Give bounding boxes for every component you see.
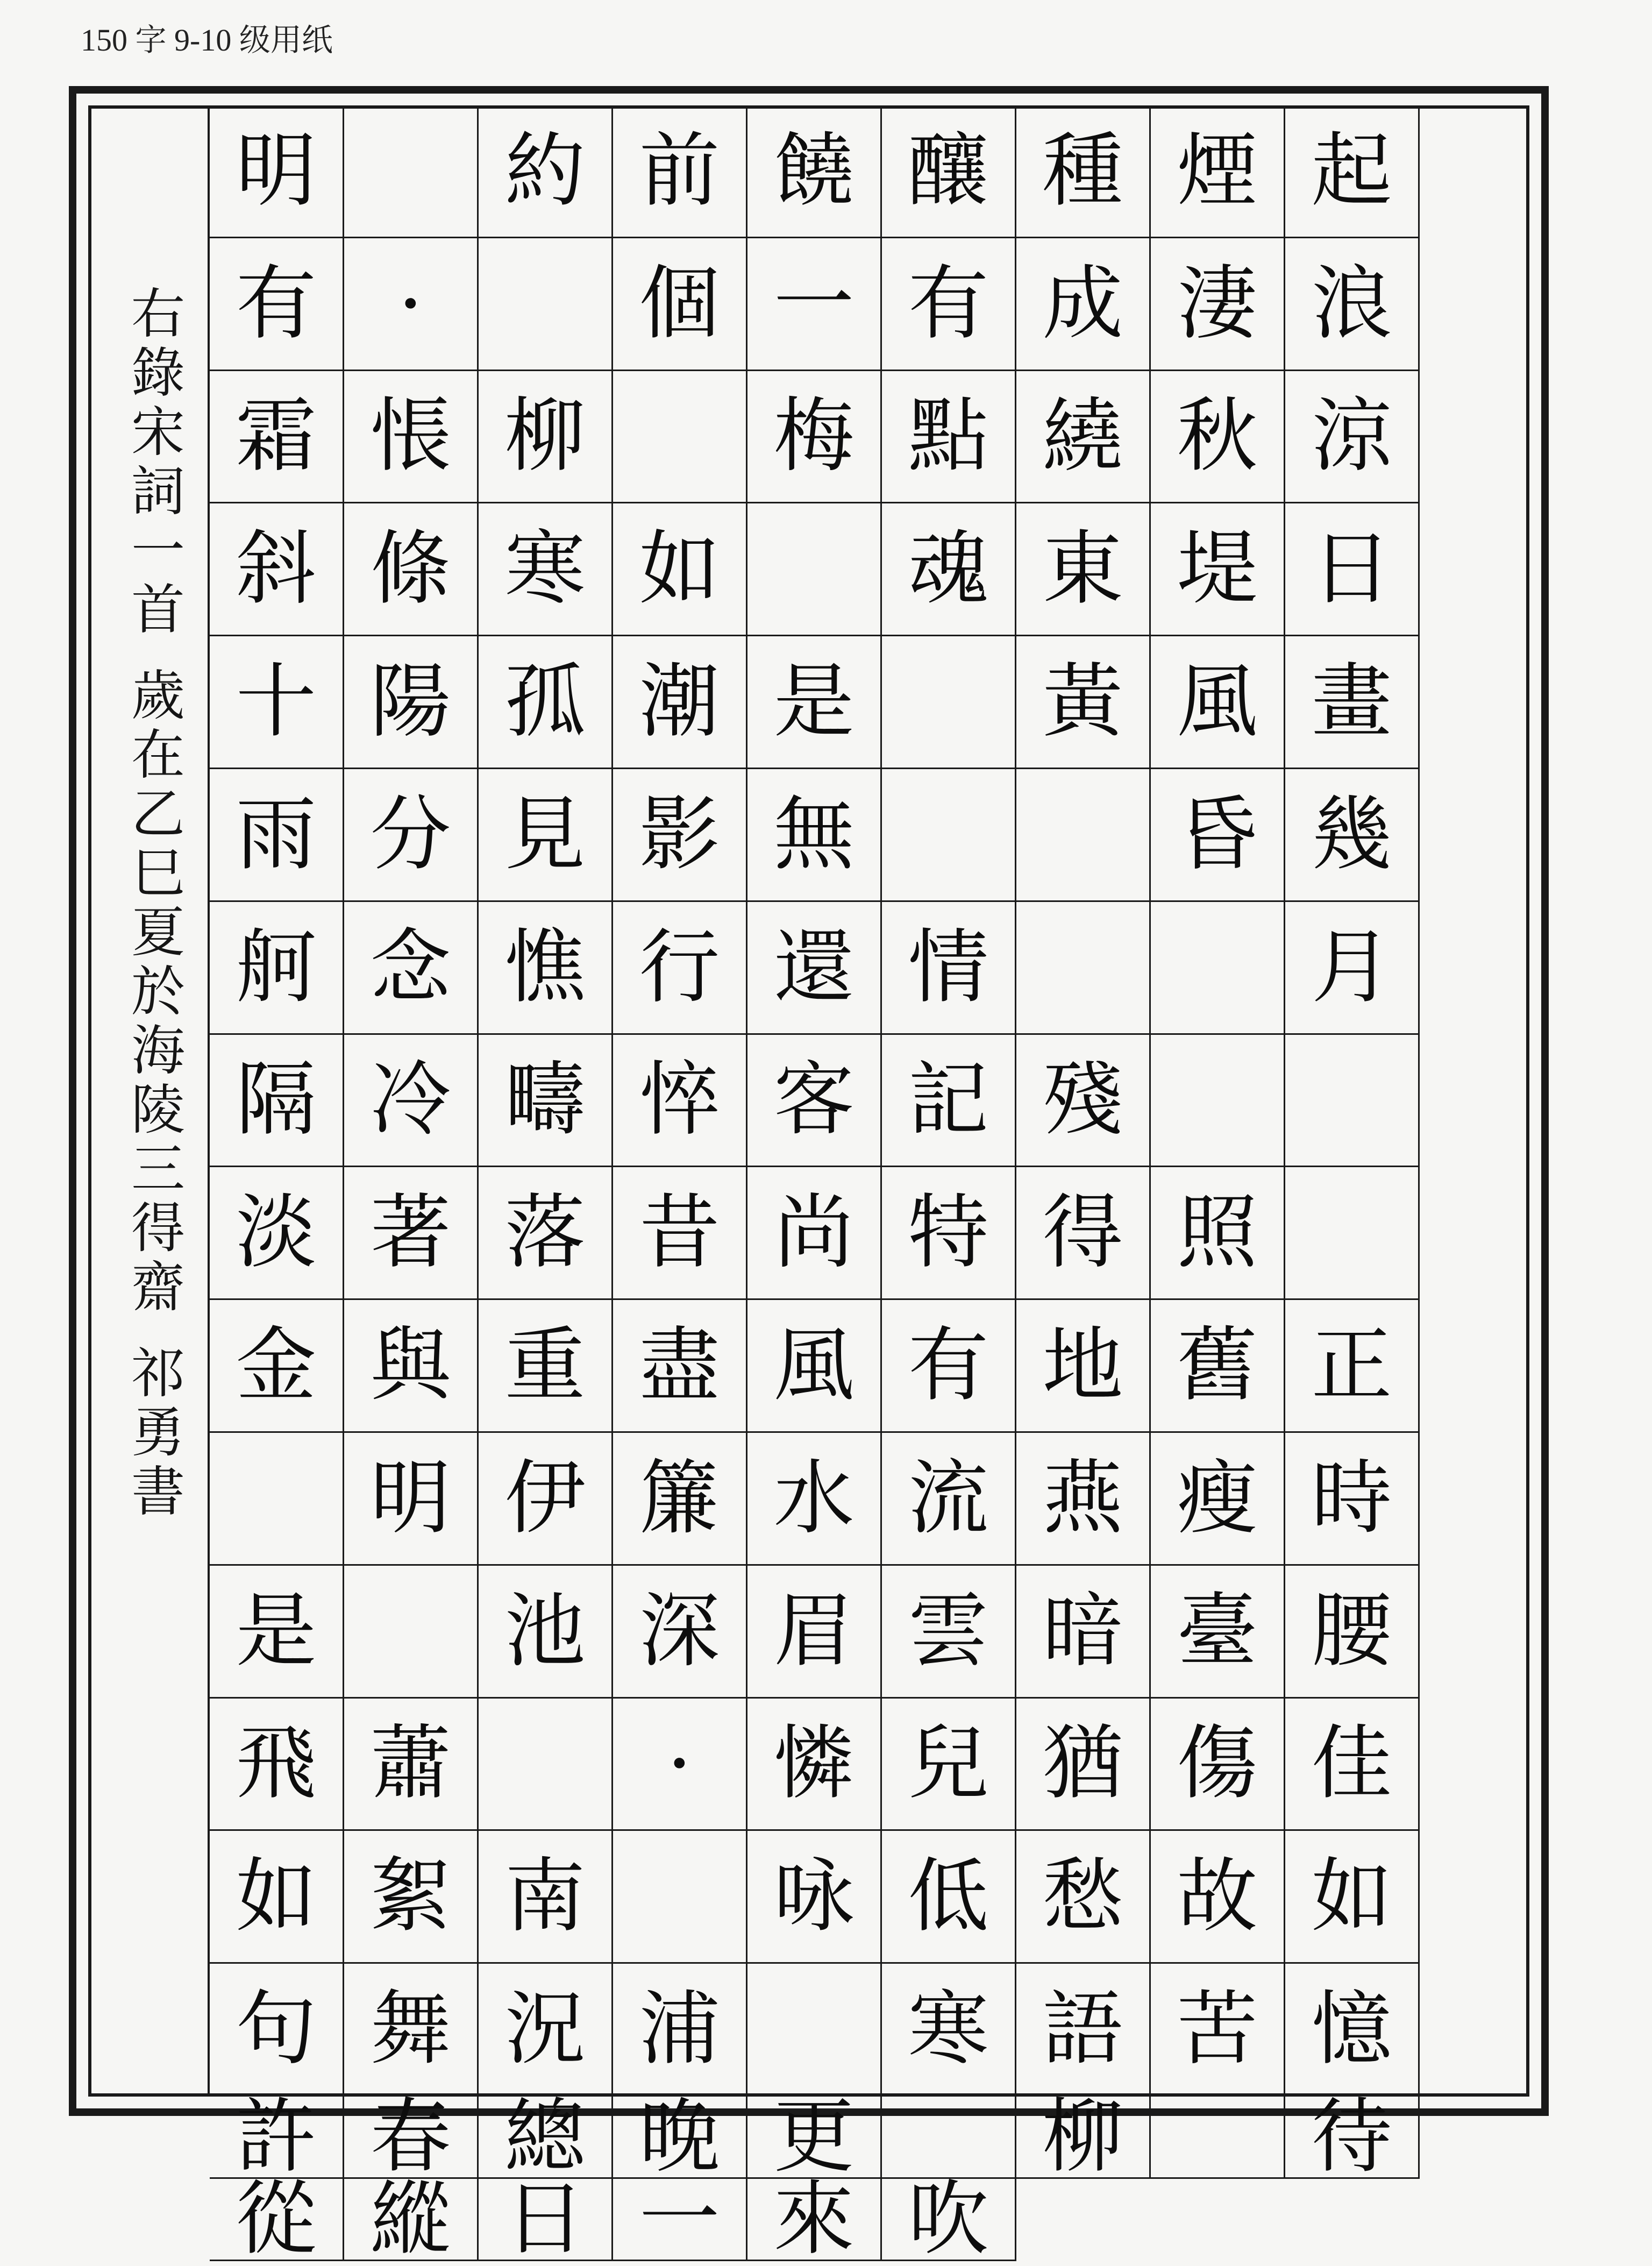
grid-cell: 吹 [882,2179,1016,2261]
grid-cell: 秋 [1151,371,1285,504]
grid-cell: 前 [613,105,747,238]
grid-cell: 是 [210,1566,344,1699]
colophon-segment: 祁勇書 [122,1345,185,1522]
grid-cell: 冷 [344,1035,479,1168]
grid-cell: 總 [479,2097,613,2179]
grid-cell: · [344,238,479,371]
grid-cell: 煙 [1151,105,1285,238]
grid-cell: 縱 [344,2179,479,2261]
grid-cell: 咏 [747,1831,882,1964]
grid-cell: 淒 [1151,238,1285,371]
grid-cell: 故 [1151,1831,1285,1964]
grid-cell: 語 [1016,1964,1151,2097]
grid-cell: 尚 [747,1167,882,1300]
grid-cell [1151,1035,1285,1168]
grid-cell [882,2097,1016,2179]
grid-cell [747,503,882,636]
grid-cell: 況 [479,1964,613,2097]
grid-cell: 種 [1016,105,1151,238]
grid-cell: 水 [747,1433,882,1566]
grid-cell: 金 [210,1300,344,1433]
grid-cell [613,371,747,504]
grid-cell: 客 [747,1035,882,1168]
grid-cell: 條 [344,503,479,636]
grid-cell: 深 [613,1566,747,1699]
grid-cell: 南 [479,1831,613,1964]
grid-cell [344,1566,479,1699]
grid-cell: 正 [1285,1300,1420,1433]
grid-cell: 還 [747,902,882,1035]
grid-cell: 魂 [882,503,1016,636]
grid-cell [210,1433,344,1566]
grid-cell [479,1699,613,1831]
grid-cell: 猶 [1016,1699,1151,1831]
grid-cell: 繞 [1016,371,1151,504]
grid-cell: 月 [1285,902,1420,1035]
grid-cell: 浦 [613,1964,747,2097]
grid-cell [882,636,1016,769]
grid-cell: 佳 [1285,1699,1420,1831]
grid-cell: 待 [1285,2097,1420,2179]
grid-cell: 一 [747,238,882,371]
grid-cell: 浪 [1285,238,1420,371]
grid-cell: 燕 [1016,1433,1151,1566]
grid-cell: 眉 [747,1566,882,1699]
grid-cell: 柳 [1016,2097,1151,2179]
grid-cell: 暗 [1016,1566,1151,1699]
grid-cell: 涼 [1285,371,1420,504]
grid-cell: 分 [344,769,479,902]
grid-cell: 成 [1016,238,1151,371]
grid-cell: 有 [882,1300,1016,1433]
colophon-segment: 歲在乙巳夏於海陵三得齋 [122,667,185,1318]
grid-cell: 照 [1151,1167,1285,1300]
grid-cell: 舊 [1151,1300,1285,1433]
grid-cell: 饒 [747,105,882,238]
grid-cell: 昔 [613,1167,747,1300]
grid-cell: 寒 [479,503,613,636]
grid-cell: 句 [210,1964,344,2097]
grid-cell: 有 [882,238,1016,371]
grid-cell: 十 [210,636,344,769]
grid-cell: 點 [882,371,1016,504]
grid-cell: 臺 [1151,1566,1285,1699]
colophon-segment: 右錄宋詞一首 [122,285,185,640]
grid-cell: 無 [747,769,882,902]
grid-cell: 日 [1285,503,1420,636]
grid-cell: 晚 [613,2097,747,2179]
grid-cell: 憐 [747,1699,882,1831]
grid-cell [1016,769,1151,902]
grid-cell: 孤 [479,636,613,769]
grid-cell: 時 [1285,1433,1420,1566]
grid-cell: 地 [1016,1300,1151,1433]
grid-cell: 特 [882,1167,1016,1300]
grid-cell: 來 [747,2179,882,2261]
grid-cell: 東 [1016,503,1151,636]
colophon-column [108,285,199,1979]
grid-cell: 悴 [613,1035,747,1168]
grid-cell: 簾 [613,1433,747,1566]
grid-cell: 霜 [210,371,344,504]
grid-cell: 昏 [1151,769,1285,902]
grid-cell: 兒 [882,1699,1016,1831]
grid-cell [882,769,1016,902]
grid-cell: 記 [882,1035,1016,1168]
grid-cell: 是 [747,636,882,769]
grid-cell: 舞 [344,1964,479,2097]
grid-cell: 風 [1151,636,1285,769]
grid-cell: 與 [344,1300,479,1433]
grid-cell: 個 [613,238,747,371]
grid-cell [479,238,613,371]
grid-cell: 愁 [1016,1831,1151,1964]
grid-cell: 池 [479,1566,613,1699]
grid-cell: 明 [210,105,344,238]
grid-cell [1285,1167,1420,1300]
grid-cell: 春 [344,2097,479,2179]
grid-cell: 如 [613,503,747,636]
grid-cell [747,1964,882,2097]
grid-cell: 悵 [344,371,479,504]
grid-cell: 殘 [1016,1035,1151,1168]
grid-cell: 疇 [479,1035,613,1168]
grid-cell: 隔 [210,1035,344,1168]
grid-cell: 飛 [210,1699,344,1831]
grid-cell: 如 [210,1831,344,1964]
grid-cell [1151,902,1285,1035]
grid-cell: 梅 [747,371,882,504]
grid-cell [344,105,479,238]
grid-cell: 傷 [1151,1699,1285,1831]
grid-cell: 念 [344,902,479,1035]
grid-cell: 斜 [210,503,344,636]
grid-cell: 明 [344,1433,479,1566]
grid-cell: 寒 [882,1964,1016,2097]
grid-cell [613,1831,747,1964]
grid-cell: 風 [747,1300,882,1433]
grid-cell: 如 [1285,1831,1420,1964]
grid-cell: 柳 [479,371,613,504]
grid-cell: 舸 [210,902,344,1035]
grid-cell: 幾 [1285,769,1420,902]
grid-cell: 堤 [1151,503,1285,636]
grid-cell: 絮 [344,1831,479,1964]
grid-cell: 起 [1285,105,1420,238]
grid-cell: 蕭 [344,1699,479,1831]
grid-cell: 重 [479,1300,613,1433]
grid-cell: 日 [479,2179,613,2261]
grid-cell: 一 [613,2179,747,2261]
grid-cell: 盡 [613,1300,747,1433]
grid-cell: 約 [479,105,613,238]
grid-cell: 著 [344,1167,479,1300]
grid-cell: 畫 [1285,636,1420,769]
grid-cell: 雨 [210,769,344,902]
grid-cell: 見 [479,769,613,902]
grid-cell: 瘦 [1151,1433,1285,1566]
grid-cell: 影 [613,769,747,902]
grid-cell: 淡 [210,1167,344,1300]
grid-cell: 流 [882,1433,1016,1566]
grid-cell: 潮 [613,636,747,769]
grid-cell: 憶 [1285,1964,1420,2097]
grid-cell: 低 [882,1831,1016,1964]
grid-cell: 情 [882,902,1016,1035]
grid-cell: 苦 [1151,1964,1285,2097]
page-title: 150 字 9-10 级用纸 [81,23,333,58]
grid-cell [1016,902,1151,1035]
grid-cell [1285,1035,1420,1168]
grid-cell: 行 [613,902,747,1035]
grid-cell: 得 [1016,1167,1151,1300]
grid-cell: 伊 [479,1433,613,1566]
grid-cell: 雲 [882,1566,1016,1699]
grid-cell: 黃 [1016,636,1151,769]
character-grid [208,105,1419,2266]
grid-cell: 憔 [479,902,613,1035]
grid-cell: 釀 [882,105,1016,238]
grid-cell: 從 [210,2179,344,2261]
grid-cell: 有 [210,238,344,371]
grid-cell: 陽 [344,636,479,769]
grid-cell: 更 [747,2097,882,2179]
grid-cell [1151,2097,1285,2179]
grid-cell: 落 [479,1167,613,1300]
grid-cell: · [613,1699,747,1831]
grid-cell: 許 [210,2097,344,2179]
grid-cell: 腰 [1285,1566,1420,1699]
